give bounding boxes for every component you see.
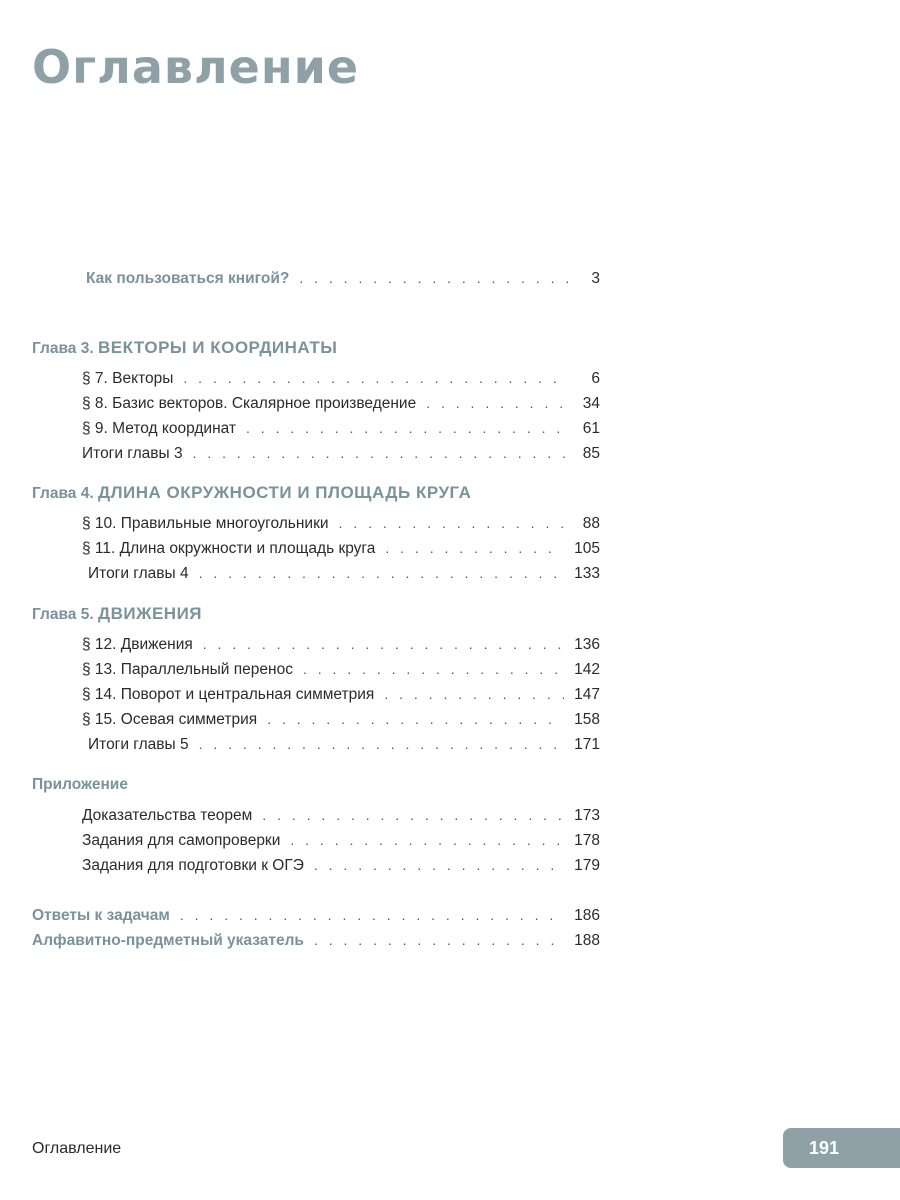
toc-entry[interactable] bbox=[82, 805, 600, 826]
chapter-name: ВЕКТОРЫ И КООРДИНАТЫ bbox=[97, 338, 338, 357]
toc-entry-label: § 8. Базис векторов. Скалярное произведение bbox=[82, 395, 417, 412]
toc-entry[interactable] bbox=[82, 830, 600, 851]
dot-leader bbox=[299, 268, 568, 288]
toc-entry-label: Задания для самопроверки bbox=[82, 832, 281, 849]
toc-entry-label: Доказательства теорем bbox=[82, 807, 253, 824]
toc-entry-page: 61 bbox=[582, 420, 600, 437]
toc-entry[interactable] bbox=[82, 684, 600, 705]
chapter-name: ДЛИНА ОКРУЖНОСТИ И ПЛОЩАДЬ КРУГА bbox=[97, 483, 472, 502]
toc-entry-label: § 14. Поворот и центральная симметрия bbox=[82, 686, 375, 703]
chapter-heading-5[interactable] bbox=[32, 604, 202, 625]
toc-entry-label: Алфавитно-предметный указатель bbox=[32, 932, 304, 949]
appendix-heading[interactable]: Приложение bbox=[32, 776, 128, 793]
toc-entry-label: § 9. Метод координат bbox=[82, 420, 237, 437]
dot-leader bbox=[426, 393, 568, 413]
toc-entry-page: 173 bbox=[574, 807, 600, 824]
toc-entry-page: 3 bbox=[591, 270, 600, 287]
dot-leader bbox=[384, 684, 564, 704]
toc-entry[interactable] bbox=[82, 443, 600, 464]
dot-leader bbox=[180, 905, 564, 925]
chapter-prefix: Глава 4. bbox=[32, 485, 94, 502]
toc-entry-page: 6 bbox=[591, 370, 600, 387]
toc-entry-index[interactable] bbox=[32, 930, 600, 951]
dot-leader bbox=[303, 659, 564, 679]
toc-entry-page: 171 bbox=[574, 736, 600, 753]
dot-leader bbox=[314, 930, 564, 950]
dot-leader bbox=[199, 734, 565, 754]
toc-entry[interactable] bbox=[88, 734, 600, 755]
chapter-prefix: Глава 5. bbox=[32, 606, 94, 623]
toc-entry-page: 142 bbox=[574, 661, 600, 678]
footer-section-label: Оглавление bbox=[32, 1140, 122, 1157]
toc-entry[interactable] bbox=[82, 393, 600, 414]
toc-entry-page: 188 bbox=[574, 932, 600, 949]
dot-leader bbox=[314, 855, 564, 875]
toc-entry-label: § 12. Движения bbox=[82, 636, 193, 653]
toc-entry-page: 136 bbox=[574, 636, 600, 653]
toc-entry-label: § 13. Параллельный перенос bbox=[82, 661, 293, 678]
page-number-badge: 191 bbox=[783, 1128, 900, 1168]
toc-entry[interactable] bbox=[88, 563, 600, 584]
toc-entry-page: 105 bbox=[574, 540, 600, 557]
dot-leader bbox=[262, 805, 564, 825]
toc-entry-page: 178 bbox=[574, 832, 600, 849]
chapter-name: ДВИЖЕНИЯ bbox=[97, 604, 203, 623]
dot-leader bbox=[199, 563, 565, 583]
dot-leader bbox=[267, 709, 564, 729]
toc-entry-page: 85 bbox=[582, 445, 600, 462]
toc-entry-intro[interactable] bbox=[86, 268, 600, 289]
toc-entry-label: Ответы к задачам bbox=[32, 907, 170, 924]
toc-entry-page: 133 bbox=[574, 565, 600, 582]
dot-leader bbox=[339, 513, 568, 533]
toc-entry-label: Итоги главы 5 bbox=[88, 736, 189, 753]
toc-entry-page: 88 bbox=[582, 515, 600, 532]
dot-leader bbox=[203, 634, 564, 654]
toc-entry[interactable] bbox=[82, 634, 600, 655]
toc-entry-label: Итоги главы 4 bbox=[88, 565, 189, 582]
page-title: Оглавление bbox=[32, 40, 360, 94]
dot-leader bbox=[385, 538, 564, 558]
dot-leader bbox=[183, 368, 568, 388]
toc-entry-page: 147 bbox=[574, 686, 600, 703]
dot-leader bbox=[290, 830, 564, 850]
toc-entry-label: § 15. Осевая симметрия bbox=[82, 711, 258, 728]
toc-entry[interactable] bbox=[82, 418, 600, 439]
toc-entry-answers[interactable] bbox=[32, 905, 600, 926]
toc-entry-page: 34 bbox=[582, 395, 600, 412]
chapter-prefix: Глава 3. bbox=[32, 340, 94, 357]
toc-entry-page: 158 bbox=[574, 711, 600, 728]
toc-entry-label: Как пользоваться книгой? bbox=[86, 270, 290, 287]
toc-entry[interactable] bbox=[82, 368, 600, 389]
toc-entry-label: § 7. Векторы bbox=[82, 370, 174, 387]
chapter-heading-4[interactable] bbox=[32, 483, 471, 504]
dot-leader bbox=[193, 443, 568, 463]
toc-entry[interactable] bbox=[82, 659, 600, 680]
toc-entry-label: § 10. Правильные многоугольники bbox=[82, 515, 329, 532]
toc-entry-page: 179 bbox=[574, 857, 600, 874]
toc-entry[interactable] bbox=[82, 855, 600, 876]
toc-entry[interactable] bbox=[82, 709, 600, 730]
toc-entry-label: Итоги главы 3 bbox=[82, 445, 183, 462]
chapter-heading-3[interactable] bbox=[32, 338, 337, 359]
toc-entry-page: 186 bbox=[574, 907, 600, 924]
toc-entry-label: § 11. Длина окружности и площадь круга bbox=[82, 540, 376, 557]
toc-entry[interactable] bbox=[82, 538, 600, 559]
toc-entry[interactable] bbox=[82, 513, 600, 534]
toc-entry-label: Задания для подготовки к ОГЭ bbox=[82, 857, 304, 874]
dot-leader bbox=[246, 418, 568, 438]
